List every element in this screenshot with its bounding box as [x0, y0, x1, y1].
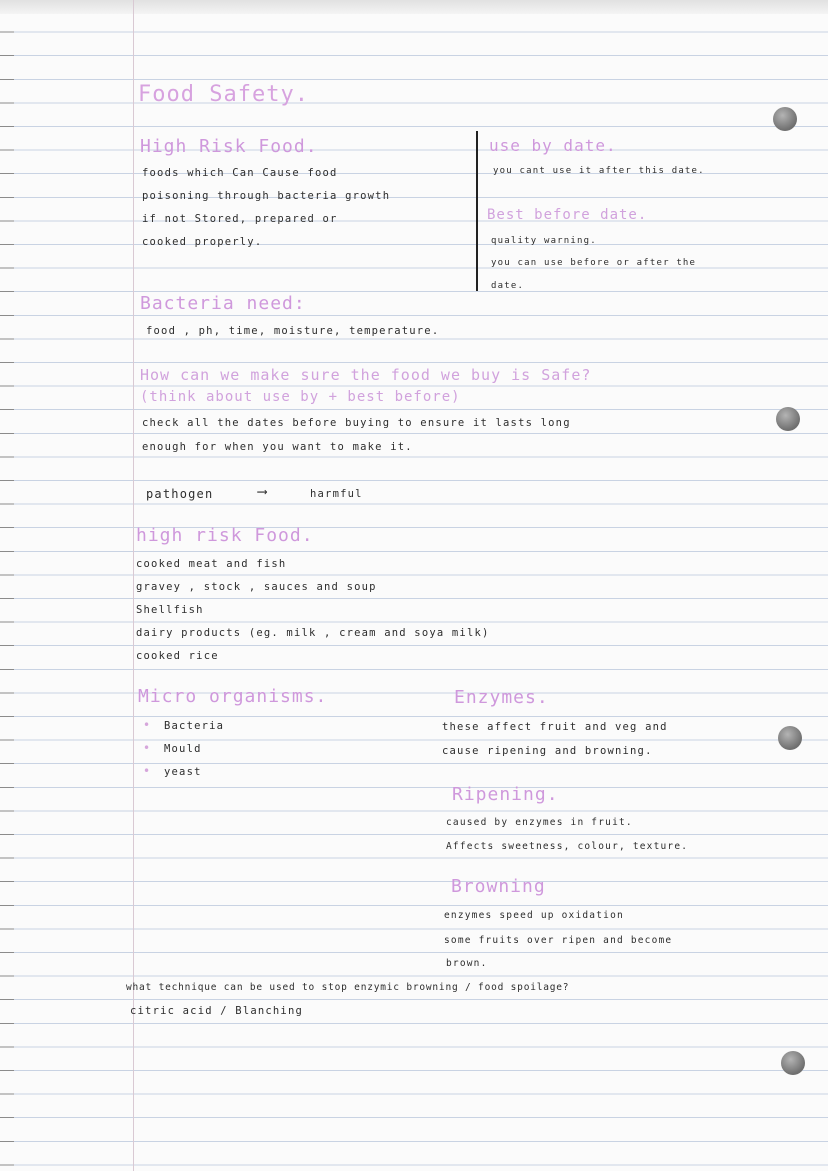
page-title: Food Safety. — [138, 82, 309, 107]
punch-hole-4 — [781, 1051, 805, 1075]
use-by-heading: use by date. — [489, 136, 617, 155]
high-risk-item: cooked rice — [136, 650, 219, 662]
ripening-line: Affects sweetness, colour, texture. — [446, 841, 689, 852]
micro-organisms-heading: Micro organisms. — [138, 686, 328, 707]
margin-line — [133, 0, 134, 1171]
question-line: enough for when you want to make it. — [142, 441, 413, 453]
use-by-text: you cant use it after this date. — [493, 166, 705, 176]
browning-line: enzymes speed up oxidation — [444, 910, 624, 921]
enzymes-line: these affect fruit and veg and — [442, 721, 668, 733]
ripening-line: caused by enzymes in fruit. — [446, 817, 633, 828]
question-subheading: (think about use by + best before) — [140, 389, 461, 405]
browning-line: some fruits over ripen and become — [444, 935, 673, 946]
best-before-line: you can use before or after the — [491, 258, 697, 268]
punch-hole-2 — [776, 407, 800, 431]
question-heading: How can we make sure the food we buy is Safe? — [140, 366, 592, 384]
high-risk-food-heading: High Risk Food. — [140, 136, 318, 157]
high-risk-line: cooked properly. — [142, 236, 263, 248]
page-left-ticks — [0, 0, 14, 1171]
micro-item: Bacteria — [164, 720, 225, 732]
punch-hole-3 — [778, 726, 802, 750]
high-risk-item: gravey , stock , sauces and soup — [136, 581, 377, 593]
punch-hole-1 — [773, 107, 797, 131]
arrow-icon: ⟶ — [258, 484, 268, 500]
technique-question: what technique can be used to stop enzymic browning / food spoilage? — [126, 982, 570, 993]
browning-heading: Browning — [451, 876, 546, 897]
micro-item: Mould — [164, 743, 202, 755]
best-before-line: quality warning. — [491, 236, 597, 246]
question-line: check all the dates before buying to ensure it lasts long — [142, 417, 571, 429]
high-risk-line: if not Stored, prepared or — [142, 213, 338, 225]
high-risk-line: poisoning through bacteria growth — [142, 190, 391, 202]
best-before-heading: Best before date. — [487, 207, 648, 223]
ripening-heading: Ripening. — [452, 784, 559, 805]
enzymes-heading: Enzymes. — [454, 687, 549, 708]
technique-answer: citric acid / Blanching — [130, 1005, 303, 1017]
high-risk-item: Shellfish — [136, 604, 204, 616]
bullet-icon: • — [143, 741, 151, 755]
enzymes-line: cause ripening and browning. — [442, 745, 653, 757]
best-before-line: date. — [491, 281, 525, 291]
micro-item: yeast — [164, 766, 202, 778]
browning-line: brown. — [446, 958, 488, 969]
high-risk-food-heading-2: high risk Food. — [136, 525, 314, 546]
bullet-icon: • — [143, 718, 151, 732]
column-divider — [476, 131, 478, 291]
bacteria-text: food , ph, time, moisture, temperature. — [146, 325, 440, 337]
bacteria-heading: Bacteria need: — [140, 293, 306, 314]
pathogen-label: pathogen — [146, 487, 214, 501]
high-risk-item: dairy products (eg. milk , cream and soya milk) — [136, 627, 490, 639]
page-top-edge — [0, 0, 828, 14]
bullet-icon: • — [143, 764, 151, 778]
high-risk-line: foods which Can Cause food — [142, 167, 338, 179]
pathogen-result: harmful — [310, 488, 363, 500]
high-risk-item: cooked meat and fish — [136, 558, 287, 570]
